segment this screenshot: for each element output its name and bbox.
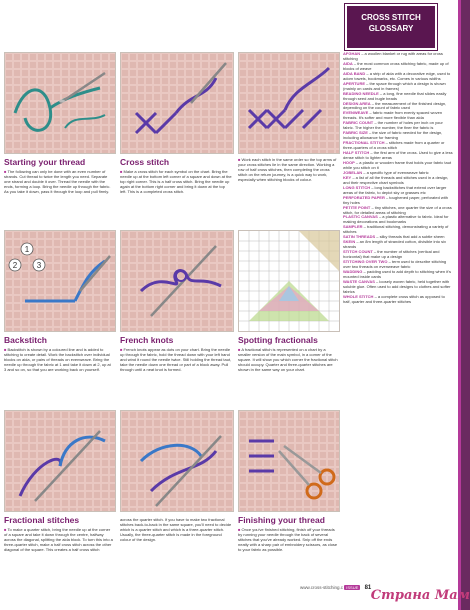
glossary-term: STITCHING OVER TWO [343, 259, 388, 265]
fractional-stitches-body-a [4, 527, 114, 552]
page-edge-stripe [458, 0, 461, 610]
glossary-definition: – the number of stitches (vertical and horizontal) that make up a design [343, 249, 440, 260]
glossary-definition: – a plastic alternative to fabric. Ideal for making decorations and bookmarks [343, 214, 449, 225]
glossary-term: HALF STITCH [343, 150, 370, 156]
glossary-title-line1: CROSS STITCH [361, 13, 421, 22]
glossary-term: APERTURE [343, 80, 366, 86]
glossary-term: DESIGN AREA [343, 100, 371, 106]
glossary-definition: – an 8m length of stranded cotton, divisible into six strands [343, 239, 446, 250]
cross-stitch-drawing-a [121, 53, 233, 153]
step-label-3: 3 [36, 261, 42, 270]
glossary-term: WHOLE STITCH [343, 293, 374, 299]
glossary-definition: – a specific type of evenweave fabric [362, 169, 429, 175]
fractional-drawing-b [121, 411, 233, 511]
glossary-term: WADDING [343, 268, 363, 274]
glossary-term: AIDA [343, 60, 353, 66]
french-knots-body [120, 347, 232, 372]
glossary-term: STITCH COUNT [343, 249, 373, 255]
backstitch-body [4, 347, 114, 372]
glossary-term: AIDA BAND [343, 70, 366, 76]
glossary-header [345, 4, 437, 50]
french-knots-title: French knots [120, 335, 174, 345]
glossary-entry [343, 280, 453, 295]
step-label-1: 1 [24, 245, 30, 254]
glossary-entries [343, 52, 453, 305]
finishing-thread-drawing [239, 411, 339, 511]
glossary-term: LONG STITCH [343, 184, 371, 190]
fractional-illustration-a [4, 410, 116, 512]
cross-stitch-title: Cross stitch [120, 157, 170, 167]
glossary-term: AFGHAN [343, 51, 361, 56]
fractional-illustration-b [120, 410, 234, 512]
bullet-icon: ■ [238, 157, 242, 162]
bullet-icon: ■ [120, 347, 124, 352]
glossary-definition: – padding used to add depth to stitching when it's mounted inside cards [343, 268, 451, 279]
glossary-definition: – long backstitches that extend over larger areas of the fabric, to depict sky or grasses etc [343, 184, 447, 195]
glossary-definition: – a complete cross stitch as opposed to half, quarter and three-quarter stitches [343, 293, 445, 304]
spotting-fractionals-body [238, 347, 338, 372]
glossary-definition: – silky threads that add a subtle sheen [375, 234, 445, 240]
french-knots-illustration [120, 230, 234, 332]
glossary-term: FRACTIONAL STITCH [343, 140, 385, 146]
glossary-definition: – the measurement of the finished design, depending on the count of fabric used [343, 100, 447, 111]
fractional-stitches-section [4, 515, 114, 552]
glossary-definition: – a strip of aida with a decorative edge, used to adorn towels, bookmarks, etc. Comes in various widths [343, 70, 451, 81]
glossary-definition: – a list of all the threads and stitches used in a design, and their respective chart symbols [343, 174, 449, 185]
finishing-thread-text: Once you've finished stitching, finish off your threads by running your needle through the back of several stitches that you've already worked. Snip off the ends neatly with a sharp pair of embroidery scissors, as close to your fabric as possible. [238, 527, 338, 553]
cross-stitch-text-a: Make a cross stitch for each symbol on the chart. Bring the needle up at the bottom left corner of a square and down at the top right corner. This is a half cross stitch. Bring the needle up again at the bottom right corner and bring it down at the top left. This is a completed cross stitch. [120, 169, 232, 195]
glossary-column [341, 0, 458, 610]
glossary-term: HOOP [343, 159, 355, 165]
glossary-definition: – a long, fine needle that slides easily through seed and bugle beads [343, 90, 447, 101]
cross-stitch-body-a [120, 169, 232, 194]
glossary-term: EVENWEAVE [343, 110, 369, 116]
glossary-term: SATIN THREADS [343, 234, 376, 240]
glossary-term: KEY [343, 174, 352, 180]
bullet-icon: ■ [238, 527, 242, 532]
glossary-term: PETITE POINT [343, 204, 371, 210]
finishing-thread-title: Finishing your thread [238, 515, 325, 525]
fractional-stitches-body-b: across the quarter stitch. If you have to make two fractional stitches back-to-back in the same square, you'll need to decide which is a quarter stitch and which is a three-quarter stitch. Usually, the three-quarter stitch is made in the foreground colour of the design. [120, 517, 232, 543]
glossary-definition: – the space through which a design is shown (mainly on cards and in frames) [343, 80, 446, 91]
bullet-icon: ■ [4, 527, 8, 532]
glossary-term: FABRIC SIZE [343, 130, 368, 136]
spotting-fractionals-drawing [239, 231, 339, 331]
cross-stitch-section [120, 157, 232, 194]
glossary-term: JOBELAN [343, 169, 363, 175]
glossary-definition: – the number of holes per inch on your fabric. The higher the number, the finer the fabric is [343, 120, 443, 131]
glossary-definition: – traditional stitching, demonstrating a variety of stitches [343, 224, 449, 235]
glossary-term: PLASTIC CANVAS [343, 214, 378, 220]
starting-thread-drawing [5, 53, 115, 153]
backstitch-text: Backstitch is shown by a coloured line and is added to stitching to create detail. Work the backstitch over individual blocks on aida, or pairs of threads on evenweave. Bring the needle up through the fabric at 1 and take it down at 2, up at 3 and so on, so that you are working back on yourself. [4, 347, 111, 373]
starting-thread-title: Starting your thread [4, 157, 86, 167]
glossary-definition: – stitches made from a quarter or three-quarters of a cross stitch [343, 140, 445, 151]
backstitch-drawing [5, 231, 115, 331]
glossary-definition: – a plastic or wooden frame that holds your fabric taut while you stitch on it [343, 159, 452, 170]
fractional-stitches-title: Fractional stitches [4, 515, 80, 525]
step-label-2: 2 [12, 261, 18, 270]
issue-badge: ISSUE [346, 585, 359, 590]
bullet-icon: ■ [238, 347, 242, 352]
backstitch-illustration [4, 230, 116, 332]
fractional-stitches-section-b [120, 517, 232, 542]
french-knots-drawing [121, 231, 233, 331]
bullet-icon: ■ [4, 347, 8, 352]
fractional-stitches-text-a: To make a quarter stitch, bring the needle up at the corner of a square and take it down through the centre, halfway across the diagonal, splitting the aida block. To turn this into a three-quarter stitch, make a half cross stitch across the other diagonal of the square. This creates a half cross stitch [4, 527, 113, 553]
glossary-term: BEADING NEEDLE [343, 90, 379, 96]
glossary-definition: – term used to describe stitching over two threads on evenweave fabric [343, 259, 447, 269]
spotting-fractionals-text: A fractional stitch is represented on a chart by a smaller version of the main symbol, in a corner of the square. It will show you which corner the fractional stitch should occupy. Quarter and three-quarter stitches are shown in the same way on your chart. [238, 347, 338, 373]
starting-thread-text: The following can only be done with an even number of strands. Cut thread to twice the length you need. Separate one strand and double it over. Thread the needle with the ends, forming a loop. Bring the needle up through the fabric. As you take it down, pass it through the loop and pull firmly. [4, 169, 111, 195]
cross-stitch-illustration-a [120, 52, 234, 154]
glossary-definition: – the first arm of the cross. Used to give a less dense stitch to lighter areas [343, 150, 453, 161]
page-edge-bar [458, 0, 470, 610]
starting-thread-section [4, 157, 114, 194]
starting-thread-illustration [4, 52, 116, 154]
glossary-definition: – loosely woven fabric, held together with soluble glue. Often used to add designs to clothes and softer fabrics [343, 278, 451, 294]
spotting-fractionals-chart [238, 230, 340, 332]
cross-stitch-body-b [238, 157, 338, 182]
bullet-icon: ■ [4, 169, 8, 174]
fractional-drawing-a [5, 411, 115, 511]
glossary-definition: – the size of fabric needed for the design, including allowance for framing [343, 130, 443, 141]
backstitch-section [4, 335, 114, 372]
glossary-definition: – toughened paper, perforated with tiny holes [343, 194, 449, 205]
cross-stitch-illustration-b [238, 52, 340, 154]
cross-stitch-section-b [238, 157, 338, 182]
finishing-thread-illustration [238, 410, 340, 512]
finishing-thread-section [238, 515, 338, 552]
spotting-fractionals-section [238, 335, 338, 372]
bullet-icon: ■ [120, 169, 124, 174]
glossary-term: SKEIN [343, 239, 356, 245]
glossary-definition: – the most common cross stitching fabric, made up of blocks of weave [343, 60, 449, 71]
glossary-term: FABRIC COUNT [343, 120, 374, 126]
glossary-title-line2: GLOSSARY [368, 24, 414, 33]
spotting-fractionals-title: Spotting fractionals [238, 335, 318, 345]
glossary-term: PERFORATED PAPER [343, 194, 385, 200]
footer-url[interactable]: www.cross-stitching.c [300, 585, 344, 590]
glossary-term: WASTE CANVAS [343, 278, 375, 284]
starting-thread-body [4, 169, 114, 194]
french-knots-section [120, 335, 232, 372]
glossary-definition: – a woollen blanket or rug with areas for cross stitching [343, 51, 443, 61]
glossary-term: SAMPLER [343, 224, 363, 230]
glossary-entry [343, 295, 453, 305]
glossary-definition: – fabric made from evenly spaced woven threads. It's softer and more flexible than aida [343, 110, 443, 121]
french-knots-text: French knots appear as dots on your chart. Bring the needle up through the fabric, hold the thread down with your left hand and wind it round the needle twice. Still holding the thread taut, take the needle down one thread or part of a block away. Pull through until a neat knot is formed. [120, 347, 232, 373]
backstitch-title: Backstitch [4, 335, 47, 345]
cross-stitch-text-b: Work each stitch in the same order so the top arms of your cross stitches lie in the same direction. Working a row of half cross stitches, then completing the cross stitch on the return journey, is a quick way to work, especially when stitching blocks of colour. [238, 157, 337, 183]
watermark-logo: Страна Мам [370, 588, 470, 603]
cross-stitch-drawing-b [239, 53, 339, 153]
glossary-definition: – tiny stitches, one quarter the size of a cross stitch, for detailed areas of stitching [343, 204, 452, 215]
page-number: 81 [364, 585, 372, 591]
finishing-thread-body [238, 527, 338, 552]
